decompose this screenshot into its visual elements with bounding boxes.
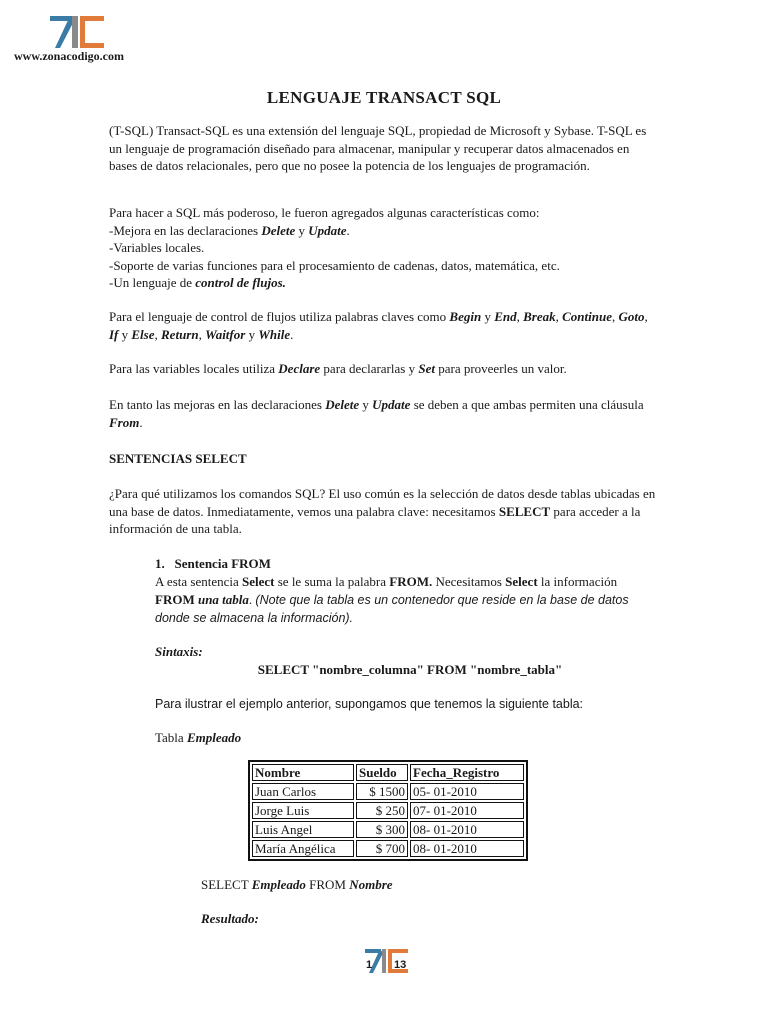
- kw-continue: Continue: [562, 309, 612, 324]
- select-heading: SENTENCIAS SELECT: [109, 451, 247, 466]
- kw-from: From: [109, 414, 140, 430]
- tabla-name: Empleado: [186, 730, 242, 745]
- select-text-a: ¿Para qué utilizamos los comandos SQL? El uso común es la selección de datos desde tablas ubicadas en una base de datos. Inmediatamente, vemos una palabra clave: necesitamos: [109, 486, 656, 519]
- page-total: 13: [394, 959, 407, 971]
- kw-from-3: FROM: [155, 591, 195, 607]
- intro-paragraph: (T-SQL) Transact-SQL es una extensión del lenguaje SQL, propiedad de Microsoft y Sybase. T-SQL es un lenguaje de programación diseñado para almacenar, manipular y recuperar datos almacenados en bases de datos relacionales, pero que no posee la potencia de los lenguajes de programación.: [109, 123, 647, 173]
- col-fecha-registro: Fecha_Registro: [410, 764, 524, 781]
- syntax-line: SELECT "nombre_columna" FROM "nombre_tabla": [257, 662, 563, 677]
- from-text-c: Necesitamos: [432, 574, 506, 589]
- example-query: [201, 876, 701, 894]
- cell-nombre: María Angélica: [252, 840, 354, 857]
- kw-select-2: Select: [242, 574, 275, 589]
- document-title: LENGUAJE TRANSACT SQL: [266, 88, 502, 107]
- tabla-caption-text: Tabla: [155, 730, 187, 745]
- kw-return: Return: [161, 326, 199, 342]
- resultado-label: Resultado:: [201, 911, 259, 926]
- from-text-d: la información: [537, 574, 618, 589]
- p3-c4: ,: [644, 309, 648, 324]
- feature-4-text: -Un lenguaje de: [109, 275, 196, 290]
- empleado-table: [248, 760, 528, 861]
- keywords-paragraph: [109, 308, 659, 343]
- improvements-paragraph: [109, 396, 659, 431]
- kw-begin: Begin: [449, 309, 482, 324]
- kw-waitfor: Waitfor: [205, 326, 246, 342]
- zonacodigo-logo: [48, 14, 108, 50]
- p3-c6: ,: [198, 326, 206, 342]
- p3-y2: y: [118, 326, 132, 342]
- from-heading-number: 1.: [155, 556, 165, 571]
- site-url: www.zonacodigo.com: [14, 49, 124, 63]
- feature-1-end: .: [346, 222, 350, 238]
- variables-paragraph: [109, 360, 659, 378]
- p4-text-b: para declararlas y: [320, 361, 419, 376]
- from-text-e: .: [248, 591, 256, 607]
- query-select: SELECT: [201, 877, 252, 892]
- from-heading-text: Sentencia FROM: [174, 556, 271, 571]
- cell-fecha: 08- 01-2010: [410, 821, 524, 838]
- tabla-caption: [155, 729, 655, 747]
- p3-c2: ,: [555, 309, 563, 324]
- p3-c1: ,: [516, 309, 524, 324]
- query-empleado: Empleado: [251, 877, 306, 892]
- cell-sueldo: $ 700: [356, 840, 408, 857]
- kw-update: Update: [308, 222, 347, 238]
- kw-update-2: Update: [372, 397, 411, 412]
- kw-delete: Delete: [261, 222, 296, 238]
- cell-nombre: Juan Carlos: [252, 783, 354, 800]
- select-paragraph: [109, 485, 659, 538]
- p4-text-a: Para las variables locales utiliza: [109, 361, 279, 376]
- cell-sueldo: $ 1500: [356, 783, 408, 800]
- table-header-row: [252, 764, 524, 781]
- table-row: [252, 840, 524, 857]
- cell-fecha: 08- 01-2010: [410, 840, 524, 857]
- kw-from-2: FROM.: [389, 574, 433, 589]
- kw-set: Set: [418, 361, 435, 376]
- query-from: FROM: [305, 877, 350, 892]
- kw-delete-2: Delete: [325, 397, 360, 412]
- query-nombre: Nombre: [349, 877, 393, 892]
- p5-text-b: se deben a que ambas permiten una cláusula: [410, 397, 644, 412]
- p3-c3: ,: [611, 309, 619, 324]
- kw-goto: Goto: [618, 309, 645, 324]
- kw-select-3: Select: [505, 574, 538, 589]
- kw-declare: Declare: [278, 361, 321, 376]
- p4-text-c: para proveerles un valor.: [434, 361, 567, 376]
- p3-y3: y: [245, 326, 259, 342]
- cell-fecha: 07- 01-2010: [410, 802, 524, 819]
- illustrate-paragraph: Para ilustrar el ejemplo anterior, supongamos que tenemos la siguiente tabla:: [155, 697, 584, 711]
- from-paragraph: [155, 573, 655, 628]
- select-text-b: para acceder a la información de una tabla.: [109, 503, 641, 536]
- page-number: 1: [366, 959, 373, 971]
- p3-c5: ,: [154, 326, 162, 342]
- p3-y1: y: [481, 309, 495, 324]
- kw-if: If: [109, 326, 119, 342]
- col-sueldo: Sueldo: [356, 764, 408, 781]
- cell-nombre: Jorge Luis: [252, 802, 354, 819]
- p5-y: y: [359, 397, 373, 412]
- kw-una-tabla: una tabla: [197, 591, 249, 607]
- feature-3: -Soporte de varias funciones para el procesamiento de cadenas, datos, matemática, etc.: [109, 257, 560, 273]
- kw-else: Else: [131, 326, 155, 342]
- cell-sueldo: $ 300: [356, 821, 408, 838]
- from-text-b: se le suma la palabra: [274, 574, 390, 589]
- kw-select: SELECT: [498, 503, 551, 519]
- col-nombre: Nombre: [252, 764, 354, 781]
- kw-control-flujos: control de flujos.: [195, 275, 286, 290]
- features-lead: Para hacer a SQL más poderoso, le fueron agregados algunas características como:: [109, 205, 540, 220]
- cell-sueldo: $ 250: [356, 802, 408, 819]
- features-paragraph: [109, 204, 659, 292]
- kw-end: End: [494, 309, 517, 324]
- p3-text: Para el lenguaje de control de flujos utiliza palabras claves como: [109, 309, 450, 324]
- feature-2: -Variables locales.: [109, 240, 205, 255]
- kw-break: Break: [523, 309, 556, 324]
- feature-1-y: y: [295, 222, 309, 238]
- p3-dot: .: [290, 326, 294, 342]
- from-heading: [155, 555, 655, 573]
- table-row: [252, 821, 524, 838]
- sintaxis-label: Sintaxis:: [155, 644, 203, 659]
- from-note: (Note que la tabla es un contenedor que reside en la base de datos donde se almacena la información).: [155, 592, 629, 625]
- table-row: [252, 783, 524, 800]
- kw-while: While: [258, 326, 291, 342]
- table-row: [252, 802, 524, 819]
- feature-1-text: -Mejora en las declaraciones: [109, 222, 262, 238]
- p5-text-a: En tanto las mejoras en las declaraciones: [109, 397, 326, 412]
- cell-fecha: 05- 01-2010: [410, 783, 524, 800]
- p5-dot: .: [139, 414, 143, 430]
- cell-nombre: Luis Angel: [252, 821, 354, 838]
- from-text-a: A esta sentencia: [155, 574, 242, 589]
